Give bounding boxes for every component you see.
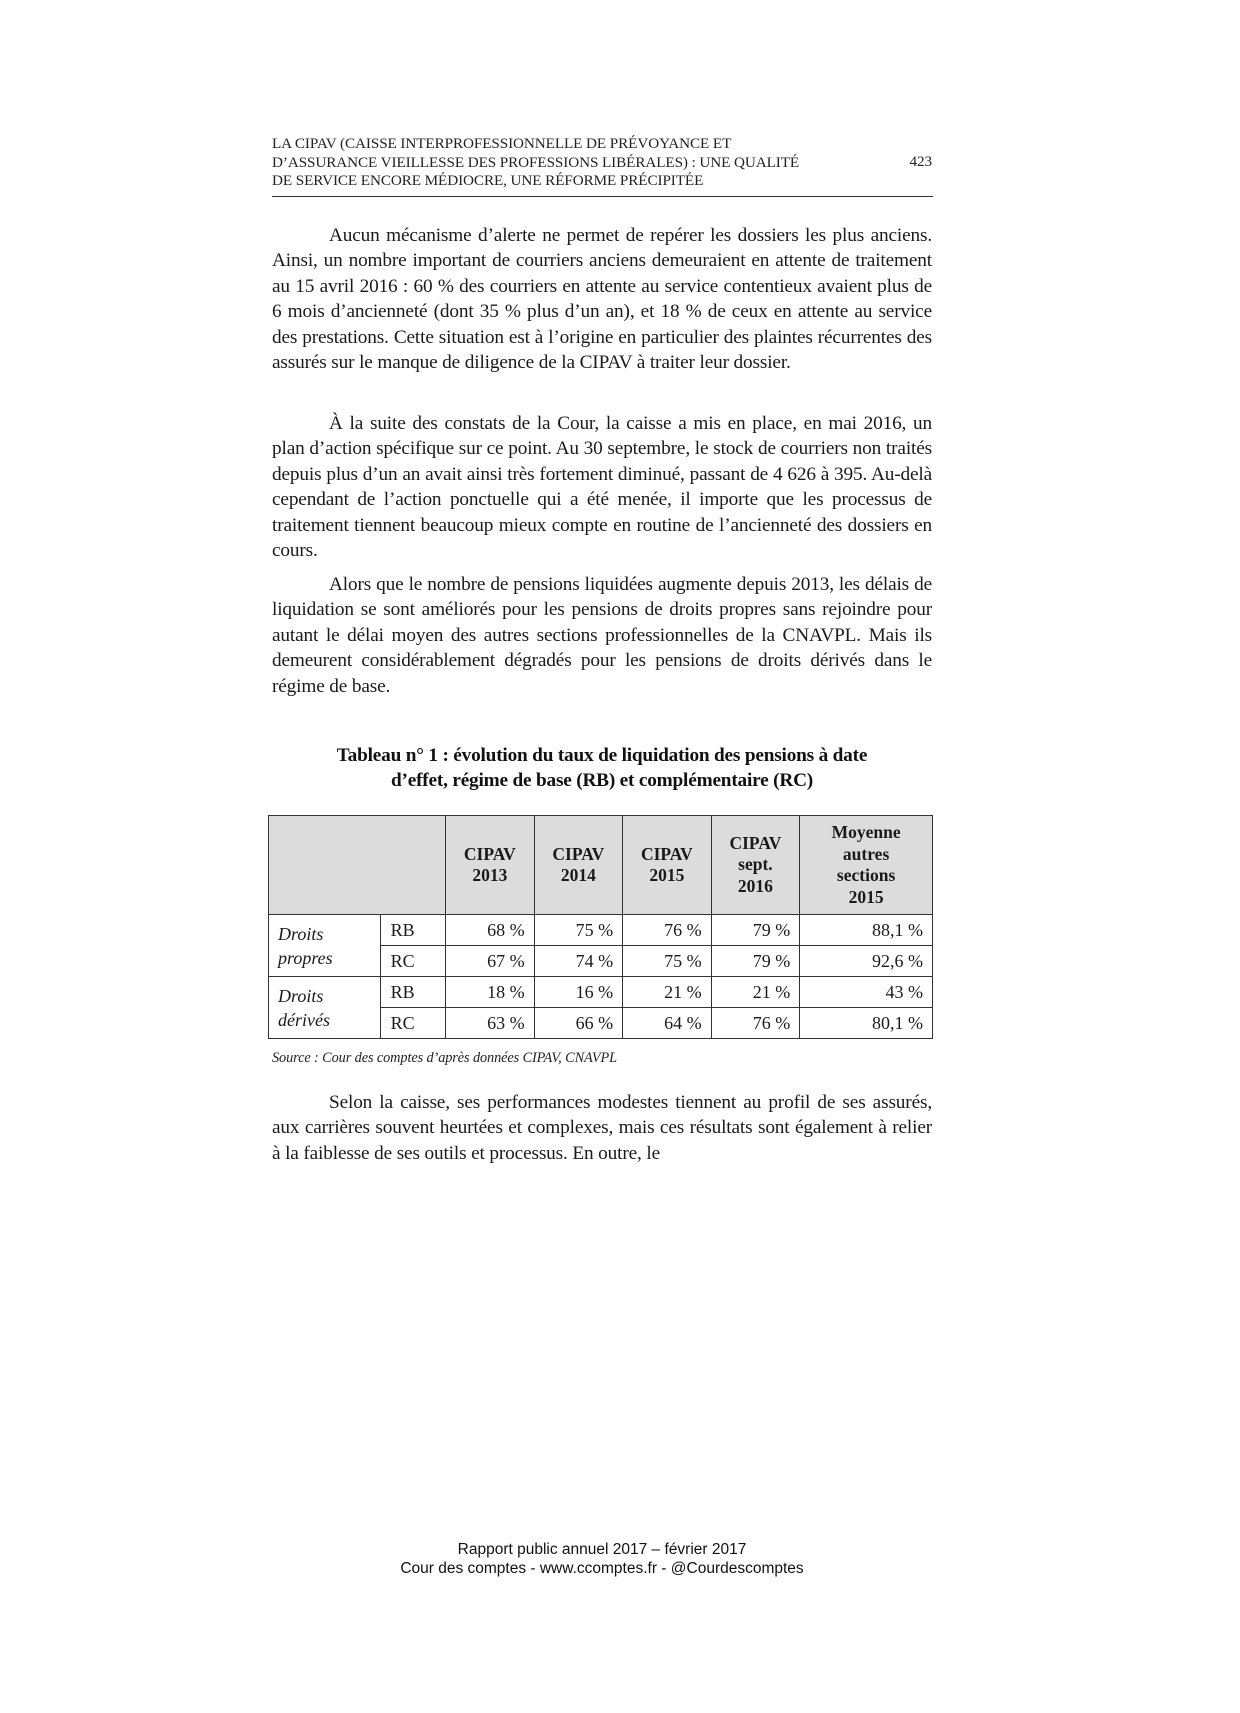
value-cell: 75 % xyxy=(534,915,623,946)
table-header-row xyxy=(269,816,933,915)
group-label-text: propres xyxy=(278,947,333,968)
footer-line: Cour des comptes - www.ccomptes.fr - @Courdescomptes xyxy=(400,1560,804,1577)
header-text: CIPAV xyxy=(729,832,782,853)
row-group-label xyxy=(269,977,381,1039)
regime-cell: RB xyxy=(380,915,445,946)
value-cell: 67 % xyxy=(446,946,535,977)
table-row xyxy=(269,977,933,1008)
liquidation-rate-table xyxy=(268,815,933,1039)
header-text: Moyenne xyxy=(831,822,901,842)
header-text: CIPAV xyxy=(463,843,516,864)
value-cell: 80,1 % xyxy=(800,1008,933,1039)
header-text: sections xyxy=(836,865,896,885)
header-average-other-sections-2015 xyxy=(800,816,933,915)
running-header xyxy=(272,135,932,191)
group-label-text: dérivés xyxy=(278,1009,330,1030)
value-cell: 88,1 % xyxy=(800,915,933,946)
value-cell: 64 % xyxy=(623,1008,712,1039)
paragraph-2 xyxy=(272,411,932,563)
regime-cell: RC xyxy=(380,946,445,977)
value-cell: 18 % xyxy=(446,977,535,1008)
value-cell: 21 % xyxy=(711,977,800,1008)
header-cipav-2014 xyxy=(534,816,623,915)
header-cipav-2013 xyxy=(446,816,535,915)
footer-line: Rapport public annuel 2017 – février 2017 xyxy=(457,1541,747,1558)
value-cell: 92,6 % xyxy=(800,946,933,977)
paragraph-text: Alors que le nombre de pensions liquidées augmente depuis 2013, les délais de liquidation se sont améliorés pour les pensions de droits propres sans rejoindre pour autant le délai moyen des autres sections professionnelles de la CNAVPL. Mais ils demeurent considérablement dégradés pour les pensions de droits dérivés dans le régime de base. xyxy=(272,574,932,697)
value-cell: 79 % xyxy=(711,946,800,977)
header-text: 2015 xyxy=(848,886,884,907)
page-footer xyxy=(0,1540,1204,1578)
paragraph-3 xyxy=(272,572,932,699)
table-title-line: Tableau n° 1 : évolution du taux de liquidation des pensions à date xyxy=(336,745,868,766)
row-group-label xyxy=(269,915,381,977)
header-text: 2015 xyxy=(649,865,685,885)
header-text: sept. xyxy=(738,854,773,875)
page-number: 423 xyxy=(909,153,932,170)
header-text: CIPAV xyxy=(552,843,605,864)
header-text: 2014 xyxy=(560,865,596,885)
running-header-line: D’ASSURANCE VIEILLESSE DES PROFESSIONS LIBÉRALES) : UNE QUALITÉ xyxy=(272,153,800,171)
regime-cell: RB xyxy=(380,977,445,1008)
regime-cell: RC xyxy=(380,1008,445,1039)
value-cell: 63 % xyxy=(446,1008,535,1039)
header-empty-cell xyxy=(269,816,446,915)
header-cipav-sept-2016 xyxy=(711,816,800,915)
value-cell: 74 % xyxy=(534,946,623,977)
header-text: CIPAV xyxy=(640,843,693,864)
header-text: 2016 xyxy=(737,875,773,896)
table-title-line: d’effet, régime de base (RB) et complémentaire (RC) xyxy=(390,769,814,791)
running-header-line: DE SERVICE ENCORE MÉDIOCRE, UNE RÉFORME PRÉCIPITÉE xyxy=(272,172,704,189)
value-cell: 76 % xyxy=(711,1008,800,1039)
header-text: 2013 xyxy=(472,865,508,885)
paragraph-text: Selon la caisse, ses performances modestes tiennent au profil de ses assurés, aux carrières souvent heurtées et complexes, mais ces résultats sont également à relier à la faiblesse de ses outils et processus. En outre, le xyxy=(272,1092,932,1164)
table-title xyxy=(272,744,932,793)
value-cell: 76 % xyxy=(623,915,712,946)
value-cell: 75 % xyxy=(623,946,712,977)
paragraph-1 xyxy=(272,223,932,375)
value-cell: 68 % xyxy=(446,915,535,946)
value-cell: 66 % xyxy=(534,1008,623,1039)
paragraph-text: Aucun mécanisme d’alerte ne permet de repérer les dossiers les plus anciens. Ainsi, un nombre important de courriers anciens demeuraient en attente de traitement au 15 avril 2016 : 60 % des courriers en attente au service contentieux avaient plus de 6 mois d’ancienneté (dont 35 % plus d’un an), et 18 % de ceux en attente au service des prestations. Cette situation est à l’origine en particulier des plaintes récurrentes des assurés sur le manque de diligence de la CIPAV à traiter leur dossier. xyxy=(272,225,932,374)
header-divider xyxy=(272,196,933,197)
paragraph-4 xyxy=(272,1090,932,1166)
running-header-line: LA CIPAV (CAISSE INTERPROFESSIONNELLE DE PRÉVOYANCE ET xyxy=(272,135,732,152)
group-label-text: Droits xyxy=(278,923,324,944)
table-source-note: Source : Cour des comptes d’après données CIPAV, CNAVPL xyxy=(272,1050,618,1066)
group-label-text: Droits xyxy=(278,985,324,1006)
header-cipav-2015 xyxy=(623,816,712,915)
value-cell: 21 % xyxy=(623,977,712,1008)
paragraph-text: À la suite des constats de la Cour, la caisse a mis en place, en mai 2016, un plan d’action spécifique sur ce point. Au 30 septembre, le stock de courriers non traités depuis plus d’un an avait ainsi très fortement diminué, passant de 4 626 à 395. Au-delà cependant de l’action ponctuelle qui a été menée, il importe que les processus de traitement tiennent beaucoup mieux compte en routine de l’ancienneté des dossiers en cours. xyxy=(272,413,932,562)
header-text: autres xyxy=(842,843,890,864)
value-cell: 16 % xyxy=(534,977,623,1008)
table-row xyxy=(269,915,933,946)
value-cell: 43 % xyxy=(800,977,933,1008)
value-cell: 79 % xyxy=(711,915,800,946)
